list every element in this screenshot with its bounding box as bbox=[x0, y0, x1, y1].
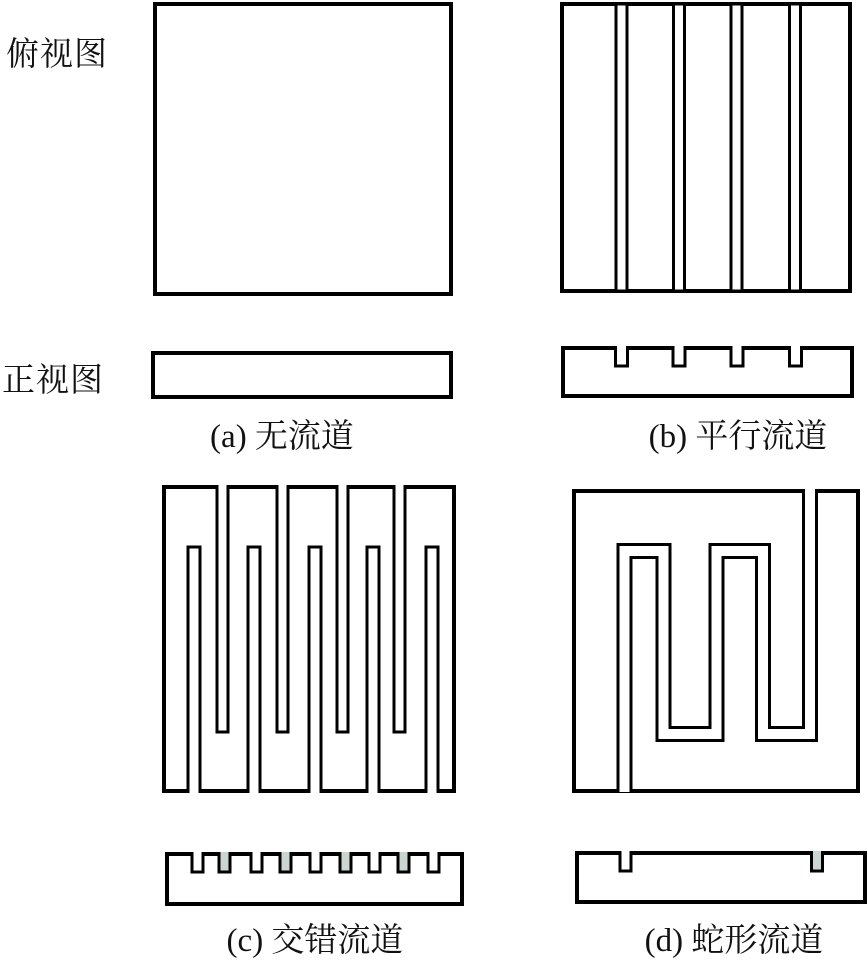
channel-slot-bottom-open bbox=[426, 547, 438, 793]
channel-slot-bottom-open bbox=[188, 547, 200, 793]
panel-c-top-view bbox=[162, 485, 456, 793]
groove-slot bbox=[192, 852, 203, 872]
channel-slot-bottom-open bbox=[309, 547, 321, 793]
groove-slot-filled bbox=[340, 852, 351, 872]
groove-slot-filled bbox=[812, 851, 823, 871]
groove-slot bbox=[369, 852, 380, 872]
groove-slot bbox=[790, 346, 802, 366]
caption-c: (c) 交错流道 bbox=[226, 923, 404, 959]
panel-a-top-view bbox=[153, 2, 453, 296]
channel-slot bbox=[616, 4, 627, 291]
panel-d-front-view bbox=[575, 851, 867, 904]
panel-c-front-view bbox=[165, 852, 464, 906]
channel-slot-top-open bbox=[394, 485, 405, 732]
label-front-view: 正视图 bbox=[2, 363, 104, 399]
panel-b-top-view bbox=[560, 2, 852, 293]
groove-slot bbox=[731, 346, 743, 366]
panel-d-top-view bbox=[572, 489, 860, 793]
plate-outline bbox=[155, 4, 451, 294]
plate-outline bbox=[563, 348, 852, 396]
groove-slot bbox=[616, 346, 628, 366]
groove-slot bbox=[428, 852, 439, 872]
channel-slot-top-open bbox=[337, 485, 348, 732]
caption-b: (b) 平行流道 bbox=[648, 419, 828, 455]
groove-slot-filled bbox=[219, 852, 230, 872]
caption-d: (d) 蛇形流道 bbox=[644, 923, 824, 959]
panel-b-front-view bbox=[561, 346, 854, 399]
channel-slot bbox=[674, 4, 685, 291]
channel-slot-top-open bbox=[217, 485, 228, 732]
groove-slot-filled bbox=[398, 852, 409, 872]
channel-slot bbox=[731, 4, 742, 291]
groove-slot bbox=[251, 852, 262, 872]
panel-a-front-view bbox=[151, 351, 453, 399]
channel-slot-bottom-open bbox=[367, 547, 379, 793]
channel-slot-top-open bbox=[277, 485, 288, 732]
groove-slot bbox=[673, 346, 685, 366]
groove-slot bbox=[310, 852, 321, 872]
caption-a: (a) 无流道 bbox=[210, 419, 354, 455]
channel-slot-bottom-open bbox=[248, 547, 260, 793]
channel-slot bbox=[790, 4, 801, 291]
plate-outline bbox=[153, 353, 451, 397]
label-top-view: 俯视图 bbox=[6, 37, 108, 73]
groove-slot bbox=[620, 851, 631, 871]
plate-outline bbox=[562, 4, 850, 291]
groove-slot-filled bbox=[280, 852, 291, 872]
